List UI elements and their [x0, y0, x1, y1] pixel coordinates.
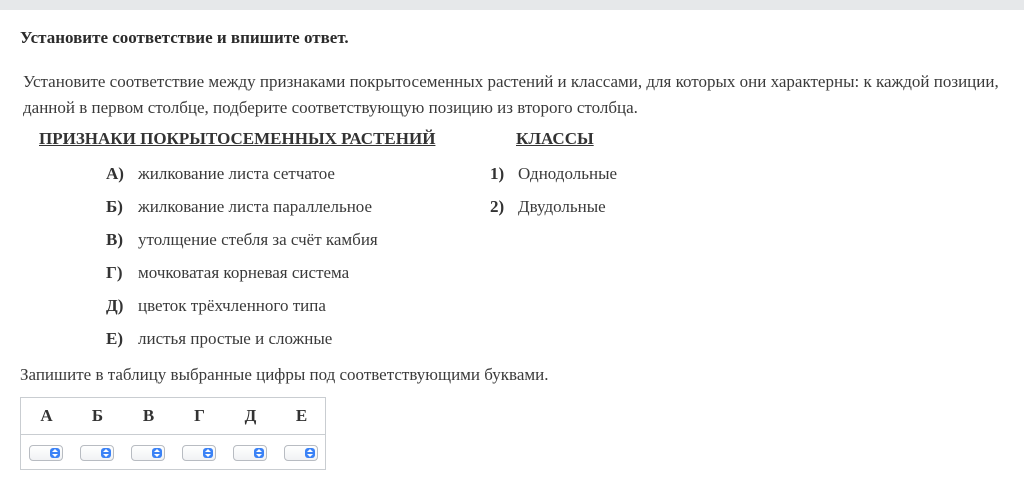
feature-text: мочковатая корневая система: [138, 263, 350, 282]
answer-table-header-row: [21, 398, 325, 435]
select-chevron-icon: [203, 448, 213, 458]
feature-item-b: [106, 197, 372, 217]
class-number: 2): [490, 197, 505, 216]
class-item-2: [490, 197, 606, 217]
answer-select-v[interactable]: [131, 445, 165, 461]
top-bar: [0, 0, 1024, 10]
feature-item-d: [106, 296, 326, 316]
feature-text: жилкование листа сетчатое: [138, 164, 335, 183]
feature-text: листья простые и сложные: [138, 329, 333, 348]
question-instruction: Установите соответствие между признаками покрытосеменных растений и классами, для которых они характерны: к каждой позиции, данной в первом столбце, подберите соответствующую позицию из второго столбца.: [23, 72, 999, 117]
answer-header-e: Е: [295, 406, 308, 425]
answer-select-b[interactable]: [80, 445, 114, 461]
feature-letter: Д): [106, 296, 124, 315]
select-chevron-icon: [50, 448, 60, 458]
answer-header-d: Д: [244, 406, 257, 425]
answer-select-d[interactable]: [233, 445, 267, 461]
question-heading: Установите соответствие и впишите ответ.: [20, 28, 349, 47]
answer-select-g[interactable]: [182, 445, 216, 461]
answer-header-g: Г: [194, 406, 205, 425]
answer-header-b: Б: [91, 406, 104, 425]
feature-text: жилкование листа параллельное: [138, 197, 373, 216]
answer-select-e[interactable]: [284, 445, 318, 461]
feature-text: цветок трёхчленного типа: [138, 296, 326, 315]
class-text: Однодольные: [518, 164, 618, 183]
feature-item-g: [106, 263, 349, 283]
feature-letter: Г): [106, 263, 123, 282]
feature-item-e: [106, 329, 332, 349]
select-chevron-icon: [101, 448, 111, 458]
class-number: 1): [490, 164, 505, 183]
select-chevron-icon: [254, 448, 264, 458]
feature-letter: А): [106, 164, 124, 183]
select-chevron-icon: [305, 448, 315, 458]
feature-text: утолщение стебля за счёт камбия: [138, 230, 378, 249]
feature-letter: Б): [106, 197, 123, 216]
class-text: Двудольные: [518, 197, 606, 216]
feature-letter: В): [106, 230, 123, 249]
answer-table: [20, 397, 326, 470]
left-column-header: ПРИЗНАКИ ПОКРЫТОСЕМЕННЫХ РАСТЕНИЙ: [39, 129, 436, 148]
class-item-1: [490, 164, 617, 184]
select-chevron-icon: [152, 448, 162, 458]
feature-item-a: [106, 164, 335, 184]
answer-header-v: В: [142, 406, 155, 425]
answer-select-a[interactable]: [29, 445, 63, 461]
task-text: Запишите в таблицу выбранные цифры под соответствующими буквами.: [20, 365, 549, 384]
right-column-header: КЛАССЫ: [516, 129, 594, 148]
feature-letter: Е): [106, 329, 123, 348]
answer-header-a: А: [40, 406, 53, 425]
feature-item-v: [106, 230, 378, 250]
